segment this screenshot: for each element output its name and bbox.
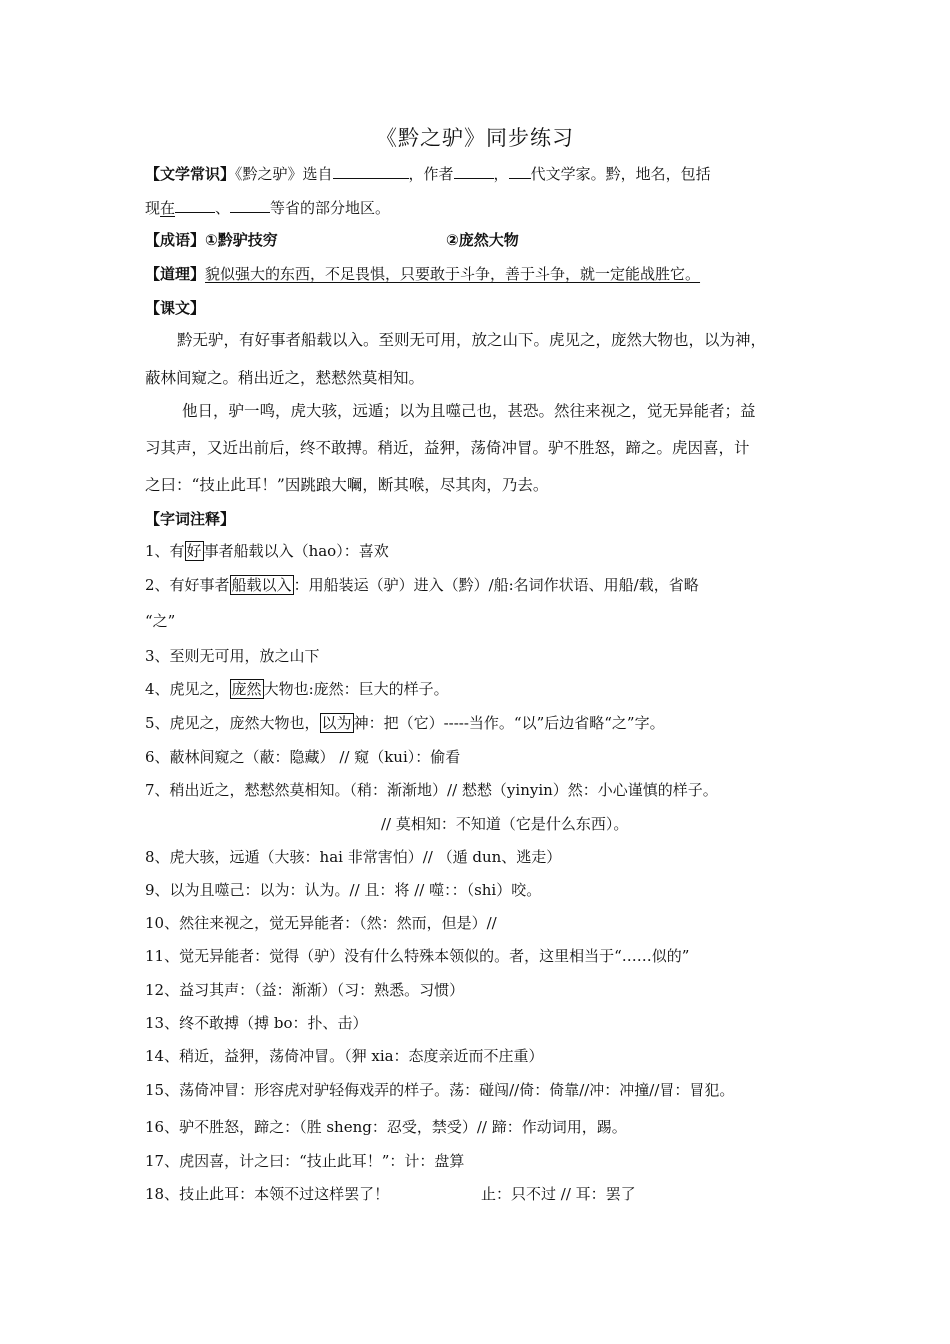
moral-text: 貌似强大的东西，不足畏惧，只要敢于斗争，善于斗争，就一定能战胜它。 xyxy=(205,265,701,283)
blank-dynasty[interactable] xyxy=(509,163,531,179)
note-2-cont: “之” xyxy=(145,612,176,630)
note-7: 7、稍出近之，慭慭然莫相知。（稍：渐渐地）// 慭慭（yinyin）然：小心谨慎的样子。 xyxy=(145,781,718,799)
blank-author[interactable] xyxy=(454,163,494,179)
note-7-cont: // 莫相知：不知道（它是什么东西）。 xyxy=(381,815,629,833)
note-1-text: 事者船载以入（hao）：喜欢 xyxy=(203,542,389,560)
note-4-prefix: 4、虎见之， xyxy=(145,680,230,698)
text-p2-line-1: 他日，驴一鸣，虎大骇，远遁；以为且噬己也，甚恐。然往来视之，觉无异能者；益 xyxy=(182,402,756,420)
idiom-item-1: ①黔驴技穷 xyxy=(205,231,278,249)
literature-text-1: 《黔之驴》选自 xyxy=(235,165,333,183)
idioms-label: 【成语】 xyxy=(145,231,206,249)
text-p1-line-2: 蔽林间窥之。稍出近之，慭慭然莫相知。 xyxy=(145,369,425,387)
literature-text-5b: 在 xyxy=(160,199,176,217)
literature-label: 【文学常识】 xyxy=(145,165,236,183)
note-16: 16、驴不胜怒，蹄之：（胜 sheng：忍受，禁受）// 蹄：作动词用，踢。 xyxy=(145,1118,627,1136)
note-14: 14、稍近，益狎，荡倚冲冒。（狎 xia：态度亲近而不庄重） xyxy=(145,1047,544,1065)
text-p2-line-3: 之曰：“技止此耳！”因跳踉大㘎，断其喉，尽其肉，乃去。 xyxy=(145,476,549,494)
note-4-boxed-word: 庞然 xyxy=(231,680,262,698)
note-5-boxed-word: 以为 xyxy=(321,714,352,732)
note-12: 12、益习其声：（益：渐渐）（习：熟悉。习惯） xyxy=(145,981,465,999)
text-p2-line-2: 习其声，又近出前后，终不敢搏。稍近，益狎，荡倚冲冒。驴不胜怒，蹄之。虎因喜，计 xyxy=(145,439,750,457)
blank-province-2[interactable] xyxy=(230,197,270,213)
note-2-boxed-word: 船载以入 xyxy=(231,576,292,594)
note-2-text: ：用船装运（驴）进入（黔）/船:名词作状语、用船/载，省略 xyxy=(293,576,699,594)
note-1-prefix: 1、有 xyxy=(145,542,185,560)
text-p1-line-1: 黔无驴，有好事者船载以入。至则无可用，放之山下。虎见之，庞然大物也，以为神， xyxy=(177,331,767,349)
note-4 xyxy=(145,679,449,699)
note-10: 10、然往来视之，觉无异能者：（然：然而，但是）// xyxy=(145,914,497,932)
note-6: 6、蔽林间窥之（蔽：隐藏） // 窥（kui）：偷看 xyxy=(145,748,461,766)
idioms-line xyxy=(145,230,278,250)
note-1 xyxy=(145,541,389,561)
literature-text-5: 现 xyxy=(145,199,161,217)
literature-text-3: ， xyxy=(493,165,509,183)
note-9: 9、以为且噬己：以为：认为。// 且：将 // 噬：：（shi）咬。 xyxy=(145,881,542,899)
note-2-prefix: 2、有好事者 xyxy=(145,576,230,594)
note-15: 15、荡倚冲冒：形容虎对驴轻侮戏弄的样子。荡：碰闯//倚：倚靠//冲：冲撞//冒：冒犯。 xyxy=(145,1081,735,1099)
note-1-boxed-word: 好 xyxy=(186,542,202,560)
notes-label: 【字词注释】 xyxy=(145,510,236,528)
moral-label: 【道理】 xyxy=(145,265,206,283)
note-11: 11、觉无异能者：觉得（驴）没有什么特殊本领似的。者，这里相当于“……似的” xyxy=(145,947,690,965)
note-5-text: 神：把（它）-----当作。“以”后边省略“之”字。 xyxy=(353,714,665,732)
blank-source[interactable] xyxy=(333,163,409,179)
note-18: 18、技止此耳：本领不过这样罢了！ xyxy=(145,1185,390,1203)
page-title: 《黔之驴》同步练习 xyxy=(376,126,574,150)
literature-text-2: ，作者 xyxy=(408,165,454,183)
literature-text-6: 、 xyxy=(215,199,231,217)
note-8: 8、虎大骇，远遁（大骇：hai 非常害怕）// （遁 dun、逃走） xyxy=(145,848,562,866)
note-13: 13、终不敢搏（搏 bo：扑、击） xyxy=(145,1014,368,1032)
literature-line-1 xyxy=(145,163,711,184)
blank-province-1[interactable] xyxy=(175,197,215,213)
literature-text-7: 等省的部分地区。 xyxy=(270,199,391,217)
note-4-text: 大物也:庞然：巨大的样子。 xyxy=(263,680,449,698)
idiom-item-2: ②庞然大物 xyxy=(446,231,519,249)
note-5-prefix: 5、虎见之，庞然大物也， xyxy=(145,714,320,732)
moral-line xyxy=(145,264,700,284)
note-2 xyxy=(145,575,699,595)
note-5 xyxy=(145,713,665,733)
note-17: 17、虎因喜，计之曰：“技止此耳！”：计：盘算 xyxy=(145,1152,465,1170)
text-section-label: 【课文】 xyxy=(145,299,206,317)
note-3: 3、至则无可用，放之山下 xyxy=(145,647,320,665)
literature-line-2 xyxy=(145,197,390,218)
literature-text-4: 代文学家。黔，地名，包括 xyxy=(530,165,711,183)
note-18-cont: 止：只不过 // 耳：罢了 xyxy=(481,1185,636,1203)
